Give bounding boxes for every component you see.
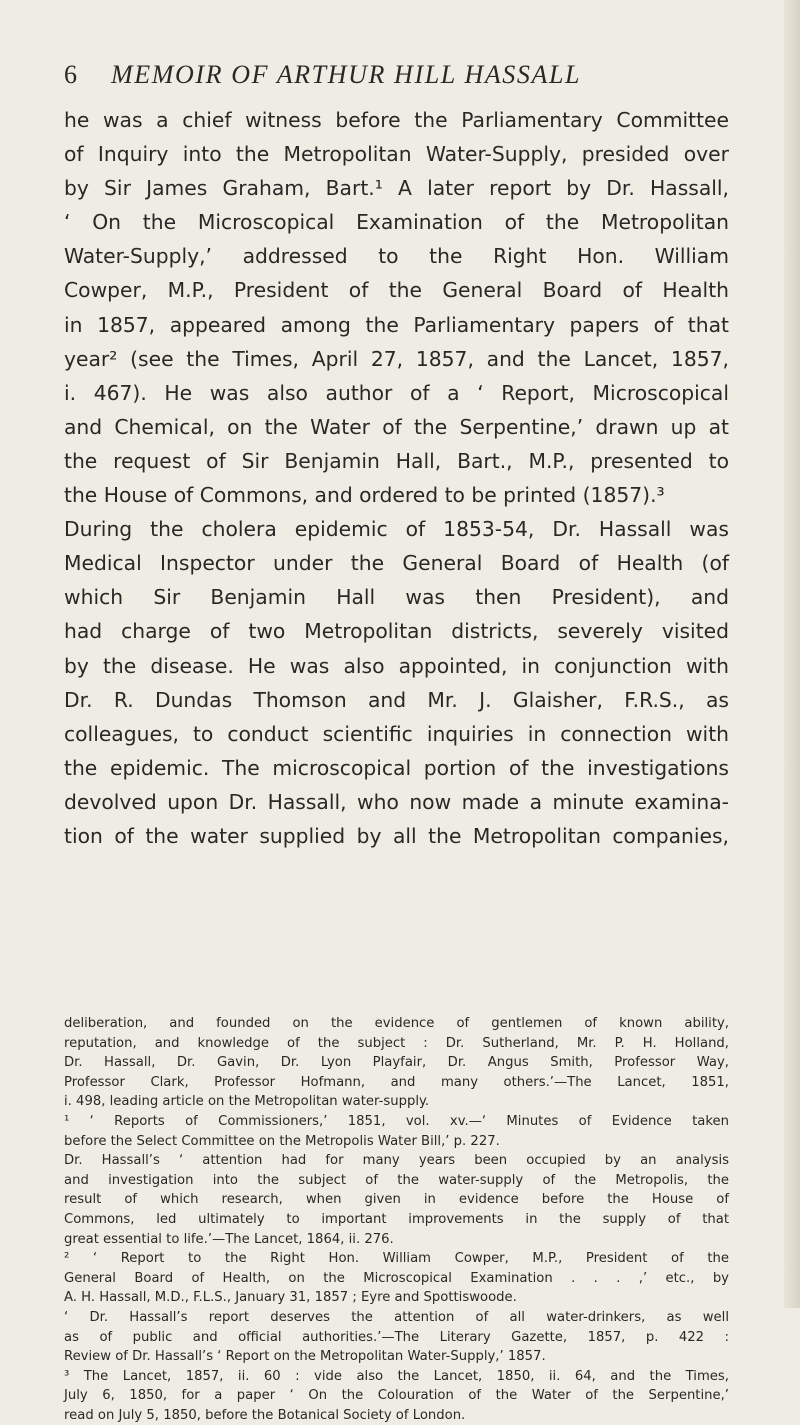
footnote-line: deliberation, and founded on the evidence of gentlemen of known ability, <box>64 1016 729 1031</box>
footnote-line: before the Select Committee on the Metropolis Water Bill,’ p. 227. <box>64 1133 500 1149</box>
text-line: i. 467). He was also author of a ‘ Report, Microscopical <box>64 380 729 405</box>
text-line: the House of Commons, and ordered to be printed (1857).³ <box>64 483 665 508</box>
page-number: 6 <box>64 60 78 89</box>
text-line: Cowper, M.P., President of the General Board of Health <box>64 278 729 303</box>
footnote-line: Professor Clark, Professor Hofmann, and many others.’—The Lancet, 1851, <box>64 1074 729 1090</box>
footnote-line: ² ‘ Report to the Right Hon. William Cowper, M.P., President of the <box>64 1251 729 1267</box>
footnote-line: read on July 5, 1850, before the Botanical Society of London. <box>64 1407 466 1423</box>
footnote-line: Review of Dr. Hassall’s ‘ Report on the Metropolitan Water-Supply,’ 1857. <box>64 1349 546 1365</box>
footnote-line: reputation, and knowledge of the subject : Dr. Sutherland, Mr. P. H. Holland, <box>64 1035 729 1051</box>
text-line: by the disease. He was also appointed, in conjunction with <box>64 653 729 678</box>
text-line: of Inquiry into the Metropolitan Water-Supply, presided over <box>64 142 729 167</box>
text-line: the request of Sir Benjamin Hall, Bart., M.P., presented to <box>64 448 729 473</box>
text-line: the epidemic. The microscopical portion of the investigations <box>64 755 729 780</box>
footnote-line: General Board of Health, on the Microscopical Examination . . . ,’ etc., by <box>64 1270 729 1286</box>
main-text <box>64 103 729 853</box>
text-line: and Chemical, on the Water of the Serpentine,’ drawn up at <box>64 414 729 439</box>
footnote-line: Dr. Hassall, Dr. Gavin, Dr. Lyon Playfair, Dr. Angus Smith, Professor Way, <box>64 1055 729 1071</box>
text-line: which Sir Benjamin Hall was then President), and <box>64 585 729 610</box>
text-line: ‘ On the Microscopical Examination of the Metropolitan <box>64 210 729 235</box>
footnote-line: result of which research, when given in evidence before the House of <box>64 1192 729 1208</box>
footnote-line: July 6, 1850, for a paper ‘ On the Colouration of the Water of the Serpentine,’ <box>64 1388 729 1404</box>
footnote-line: great essential to life.’—The Lancet, 1864, ii. 276. <box>64 1231 394 1247</box>
text-line: Medical Inspector under the General Board of Health (of <box>64 551 729 576</box>
text-line: Dr. R. Dundas Thomson and Mr. J. Glaisher, F.R.S., as <box>64 687 729 712</box>
footnote-line: Dr. Hassall’s ‘ attention had for many years been occupied by an analysis <box>64 1153 729 1169</box>
footnotes <box>64 1014 729 1425</box>
footnote-line: and investigation into the subject of the water-supply of the Metropolis, the <box>64 1172 729 1188</box>
text-line: colleagues, to conduct scientific inquiries in connection with <box>64 721 729 746</box>
text-line: by Sir James Graham, Bart.¹ A later report by Dr. Hassall, <box>64 176 729 201</box>
page-edge <box>784 0 800 1308</box>
text-line: had charge of two Metropolitan districts, severely visited <box>64 619 729 644</box>
running-title: MEMOIR OF ARTHUR HILL HASSALL <box>111 60 582 89</box>
text-line: During the cholera epidemic of 1853-54, Dr. Hassall was <box>64 517 729 542</box>
footnote-line: Commons, led ultimately to important improvements in the supply of that <box>64 1211 729 1227</box>
text-line: devolved upon Dr. Hassall, who now made a minute examina- <box>64 789 729 814</box>
footnote-line: ¹ ‘ Reports of Commissioners,’ 1851, vol. xv.—‘ Minutes of Evidence taken <box>64 1113 729 1129</box>
text-line: in 1857, appeared among the Parliamentary papers of that <box>64 312 729 337</box>
footnote-line: i. 498, leading article on the Metropolitan water-supply. <box>64 1094 430 1110</box>
footnote-line: A. H. Hassall, M.D., F.L.S., January 31, 1857 ; Eyre and Spottiswoode. <box>64 1290 517 1306</box>
text-line: he was a chief witness before the Parliamentary Committee <box>64 108 729 132</box>
text-line: Water-Supply,’ addressed to the Right Hon. William <box>64 244 729 269</box>
footnote-line: ³ The Lancet, 1857, ii. 60 : vide also the Lancet, 1850, ii. 64, and the Times, <box>64 1368 729 1384</box>
text-line: tion of the water supplied by all the Metropolitan companies, <box>64 823 729 848</box>
footnote-line: as of public and official authorities.’—The Literary Gazette, 1857, p. 422 : <box>64 1329 729 1345</box>
text-line: year² (see the Times, April 27, 1857, and the Lancet, 1857, <box>64 346 729 371</box>
footnote-line: ‘ Dr. Hassall’s report deserves the attention of all water-drinkers, as well <box>64 1309 729 1325</box>
